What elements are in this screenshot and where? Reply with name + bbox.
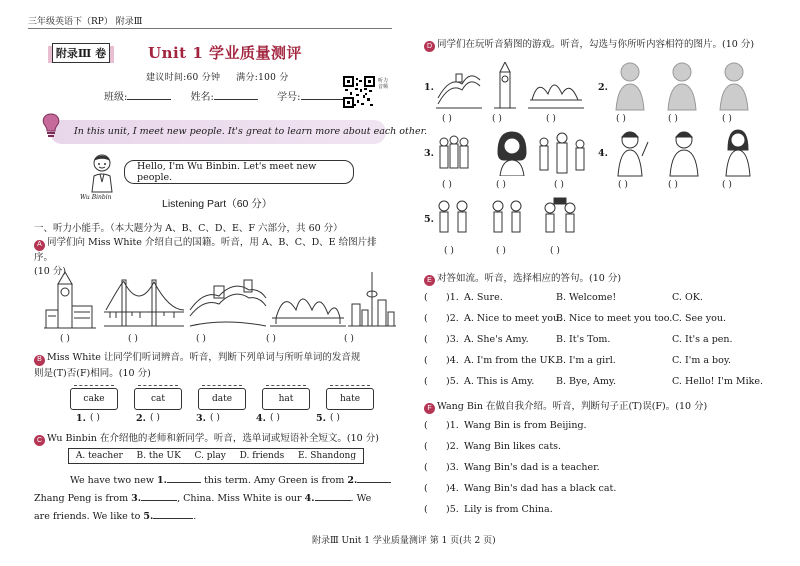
d1-blank-b[interactable]: ( ) (492, 114, 502, 124)
d5-pictures (436, 196, 586, 240)
section-f-marker: F (424, 403, 435, 414)
cloze-blank-5[interactable] (153, 510, 193, 519)
section-e-marker: E (424, 275, 435, 286)
qr-caption: 听力音频 (378, 78, 389, 90)
speech-bubble: Hello, I'm Wu Binbin. Let's meet new people. (124, 160, 354, 184)
student-info (104, 88, 361, 103)
section-b-blank-5[interactable]: ( ) (330, 413, 340, 423)
d-num-2: 2. (598, 82, 608, 93)
option-a: A. teacher (75, 451, 123, 461)
b-num-3: 3. (196, 413, 206, 424)
person-picture-2 (668, 63, 696, 110)
cloze-passage: We have two new 1. this term. Amy Green is from 2. Zhang Peng is from 3. , China. Miss White is our 4. . We are friends. We like to 5. . (34, 472, 394, 526)
class-blank[interactable] (127, 90, 171, 100)
d-num-4: 4. (598, 148, 608, 159)
person-picture-1 (616, 63, 644, 110)
section-d-instructions: D 同学们在玩听音猜图的游戏。听音，勾选与你所听内容相符的图片。(10 分) (424, 36, 754, 52)
d-num-5: 5. (424, 214, 434, 225)
golden-gate-bridge-picture (104, 280, 184, 326)
header-rule (28, 28, 392, 29)
d1-blank-c[interactable]: ( ) (546, 114, 556, 124)
section-f-instructions: F Wang Bin 在做自我介绍。听音，判断句子正(T)误(F)。(10 分) (424, 398, 707, 414)
option-b: B. the UK (136, 451, 181, 461)
big-ben-picture (44, 272, 96, 328)
word-bank (68, 448, 364, 464)
banner-text: In this unit, I meet new people. It's great to learn more about each other. (74, 126, 428, 137)
d5-blank-a[interactable]: ( ) (444, 246, 454, 256)
word-card-cat: cat (134, 388, 182, 410)
d-num-3: 3. (424, 148, 434, 159)
d-num-1: 1. (424, 82, 434, 93)
cn-tower-picture (348, 272, 396, 326)
cloze-blank-4[interactable] (315, 492, 351, 501)
family-picture (540, 133, 584, 173)
option-c: C. play (194, 451, 226, 461)
section-b-blank-4[interactable]: ( ) (270, 413, 280, 423)
man-picture (670, 132, 698, 176)
kids-group-2-picture (493, 201, 521, 232)
d3-blank-c[interactable]: ( ) (554, 180, 564, 190)
section-a-blank-1[interactable]: ( ) (60, 334, 70, 344)
avatar-name: Wu Binbin (80, 194, 112, 201)
cloze-blank-2[interactable] (357, 474, 391, 483)
d3-blank-b[interactable]: ( ) (496, 180, 506, 190)
f-answer-blank[interactable]: ( (424, 483, 428, 494)
section-a-blank-5[interactable]: ( ) (344, 334, 354, 344)
section-d-marker: D (424, 41, 435, 52)
section-c-instructions: C Wu Binbin 在介绍他的老师和新同学。听音，选单词或短语补全短文。(10 分) (34, 430, 379, 446)
section-a-blank-3[interactable]: ( ) (196, 334, 206, 344)
opera-house-small-picture (528, 85, 584, 108)
running-head: 三年级英语下（RP） 附录Ⅲ (28, 17, 143, 27)
d4-pictures (612, 128, 760, 178)
word-card-date: date (198, 388, 246, 410)
d5-blank-b[interactable]: ( ) (496, 246, 506, 256)
e-answer-blank[interactable]: ( (424, 334, 428, 345)
person-picture-3 (720, 63, 748, 110)
b-num-5: 5. (316, 413, 326, 424)
sydney-opera-house-picture (270, 299, 346, 326)
d1-blank-a[interactable]: ( ) (442, 114, 452, 124)
big-ben-small-picture (494, 62, 516, 108)
section-b-instructions: B Miss White 让同学们听词辨音。听音，判断下列单词与所听单词的发音规 则是(T)否(F)相同。(10 分) (34, 352, 361, 379)
e-answer-blank[interactable]: ( (424, 376, 428, 387)
word-card-hat: hat (262, 388, 310, 410)
full-score: 满分:100 分 (236, 73, 289, 83)
d1-pictures (436, 62, 596, 110)
e-answer-blank[interactable]: ( (424, 292, 428, 303)
page-footer: 附录Ⅲ Unit 1 学业质量测评 第 1 页(共 2 页) (312, 536, 496, 546)
part1-heading: 一、听力小能手。（本大题分为 A、B、C、D、E、F 六部分，共 60 分） (34, 223, 343, 234)
wu-binbin-avatar (84, 152, 120, 194)
section-a-instructions: A 同学们向 Miss White 介绍自己的国籍。听音，用 A、B、C、D、E 给图片排序。 (10 分) (34, 237, 377, 277)
d3-pictures (436, 130, 592, 176)
f-answer-blank[interactable]: ( (424, 504, 428, 515)
b-num-1: 1. (76, 413, 86, 424)
cloze-blank-3[interactable] (141, 492, 177, 501)
d5-blank-c[interactable]: ( ) (550, 246, 560, 256)
section-b-blank-1[interactable]: ( ) (90, 413, 100, 423)
d2-blank-b[interactable]: ( ) (668, 114, 678, 124)
section-e-instructions: E 对答如流。听音，选择相应的答句。(10 分) (424, 270, 621, 286)
section-a-blank-2[interactable]: ( ) (128, 334, 138, 344)
landmark-pictures (44, 270, 396, 330)
d2-blank-a[interactable]: ( ) (616, 114, 626, 124)
appendix-badge: 附录Ⅲ 卷 (52, 43, 110, 63)
number-blank[interactable] (301, 90, 345, 100)
section-b-blank-3[interactable]: ( ) (210, 413, 220, 423)
lightbulb-icon (40, 112, 62, 138)
great-wall-picture (190, 280, 266, 326)
great-wall-small-picture (436, 74, 482, 108)
name-label: 姓名: (190, 92, 214, 103)
name-blank[interactable] (214, 90, 258, 100)
kids-group-1-picture (439, 201, 467, 232)
word-cards (70, 386, 380, 410)
section-a-score: (10 分) (34, 265, 67, 277)
section-c-marker: C (34, 435, 45, 446)
f-answer-blank[interactable]: ( (424, 441, 428, 452)
f-answer-blank[interactable]: ( (424, 462, 428, 473)
option-d: D. friends (239, 451, 285, 461)
boy-waving-picture (618, 132, 648, 176)
kids-group-3-picture (545, 198, 575, 232)
f-answer-blank[interactable]: ( (424, 420, 428, 431)
group-picture (440, 136, 468, 168)
word-card-hate: hate (326, 388, 374, 410)
d3-blank-a[interactable]: ( ) (442, 180, 452, 190)
d2-blank-c[interactable]: ( ) (722, 114, 732, 124)
d2-pictures (612, 58, 760, 112)
suggested-time: 建议时间:60 分钟 (146, 73, 221, 83)
section-a-blank-4[interactable]: ( ) (266, 334, 276, 344)
e-answer-blank[interactable]: ( (424, 313, 428, 324)
girl-portrait-picture (498, 132, 526, 176)
woman-picture (726, 130, 750, 176)
listening-part-title: Listening Part（60 分） (162, 198, 273, 210)
section-b-marker: B (34, 355, 45, 366)
qr-code-icon[interactable] (343, 76, 375, 108)
b-num-4: 4. (256, 413, 266, 424)
number-label: 学号: (277, 92, 301, 103)
option-e: E. Shandong (297, 451, 357, 461)
d4-blank-c[interactable]: ( ) (722, 180, 732, 190)
word-card-cake: cake (70, 388, 118, 410)
d4-blank-a[interactable]: ( ) (618, 180, 628, 190)
meta-line (146, 70, 289, 83)
b-num-2: 2. (136, 413, 146, 424)
cloze-blank-1[interactable] (167, 474, 201, 483)
d4-blank-b[interactable]: ( ) (668, 180, 678, 190)
e-answer-blank[interactable]: ( (424, 355, 428, 366)
section-a-marker: A (34, 240, 45, 251)
section-b-blank-2[interactable]: ( ) (150, 413, 160, 423)
class-label: 班级: (104, 92, 128, 103)
unit-title: Unit 1 学业质量测评 (148, 44, 302, 62)
